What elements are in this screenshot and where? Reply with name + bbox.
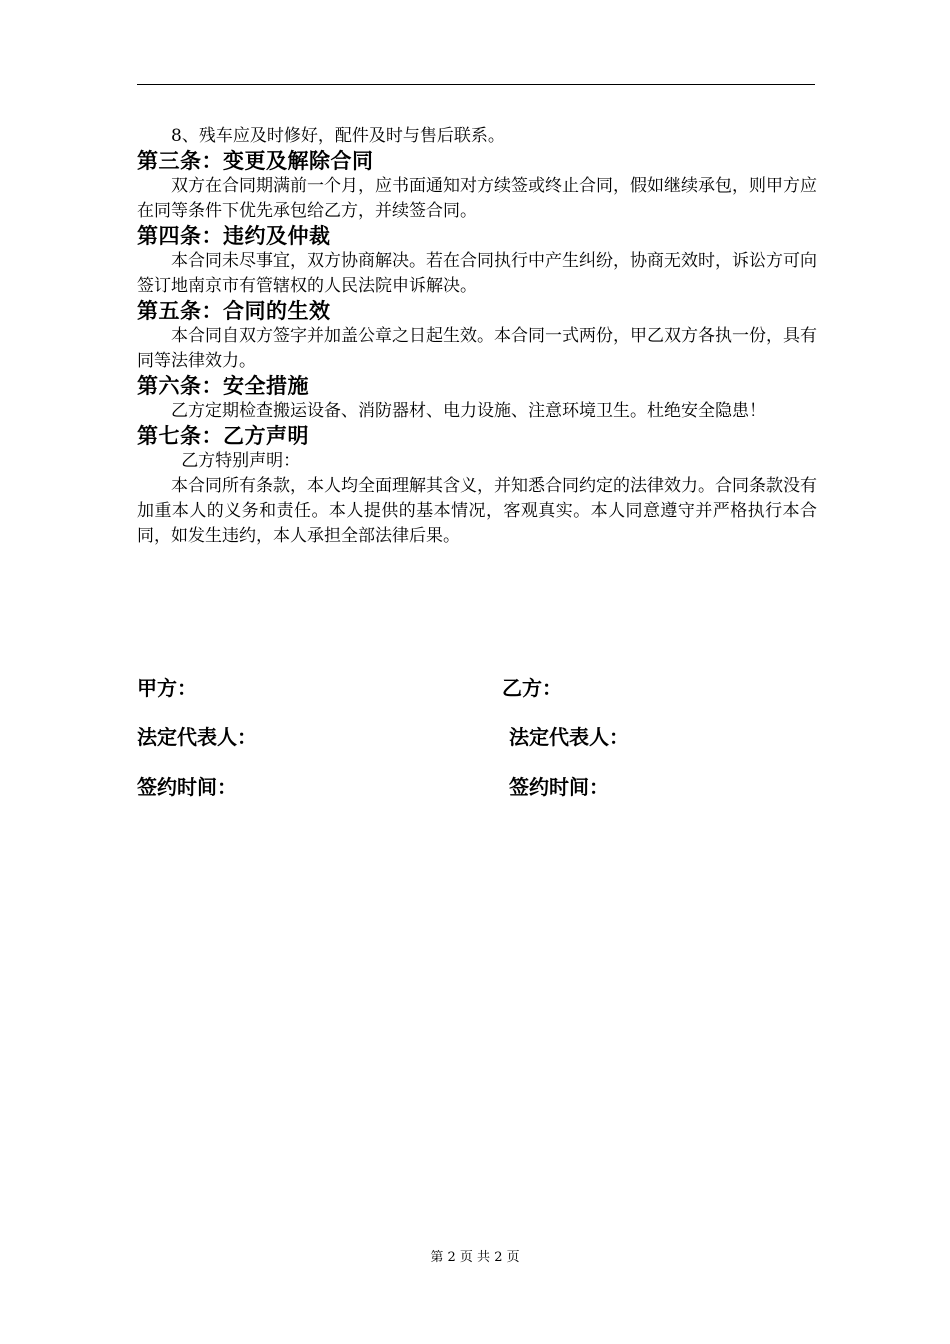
signature-row-party xyxy=(137,672,817,702)
section-5-body: 本合同自双方签字并加盖公章之日起生效。本合同一式两份，甲乙双方各执一份，具有同等法律效力。 xyxy=(137,326,817,371)
header-rule xyxy=(137,84,815,85)
signature-row-date xyxy=(137,771,817,801)
party-b-label: 乙方： xyxy=(502,676,562,700)
section-7-heading: 第七条：乙方声明 xyxy=(137,424,309,448)
sign-date-b-label: 签约时间： xyxy=(509,775,609,799)
party-a-label: 甲方： xyxy=(137,676,197,700)
section-5-heading: 第五条：合同的生效 xyxy=(137,299,331,323)
section-7-body: 本合同所有条款，本人均全面理解其含义，并知悉合同约定的法律效力。合同条款没有加重本人的义务和责任。本人提供的基本情况，客观真实。本人同意遵守并严格执行本合同，如发生违约，本人承担全部法律后果。 xyxy=(137,476,817,546)
section-6-heading: 第六条：安全措施 xyxy=(137,374,309,398)
sign-date-a-label: 签约时间： xyxy=(137,775,237,799)
representative-b-label: 法定代表人： xyxy=(509,725,629,749)
page-number: 第 2 页 共 2 页 xyxy=(430,1250,520,1265)
signature-row-representative xyxy=(137,721,817,751)
section-4-heading: 第四条：违约及仲裁 xyxy=(137,224,331,248)
section-3-heading: 第三条：变更及解除合同 xyxy=(137,149,374,173)
contract-body xyxy=(137,124,817,549)
section-3-body: 双方在合同期满前一个月，应书面通知对方续签或终止合同，假如继续承包，则甲方应在同等条件下优先承包给乙方，并续签合同。 xyxy=(137,176,817,221)
clause-item-8: 8、残车应及时修好，配件及时与售后联系。 xyxy=(171,126,505,146)
section-7-subheading: 乙方特别声明： xyxy=(181,451,301,471)
section-6-body: 乙方定期检查搬运设备、消防器材、电力设施、注意环境卫生。杜绝安全隐患！ xyxy=(171,401,766,421)
section-4-body: 本合同未尽事宜，双方协商解决。若在合同执行中产生纠纷，协商无效时，诉讼方可向签订地南京市有管辖权的人民法院申诉解决。 xyxy=(137,251,817,296)
representative-a-label: 法定代表人： xyxy=(137,725,257,749)
